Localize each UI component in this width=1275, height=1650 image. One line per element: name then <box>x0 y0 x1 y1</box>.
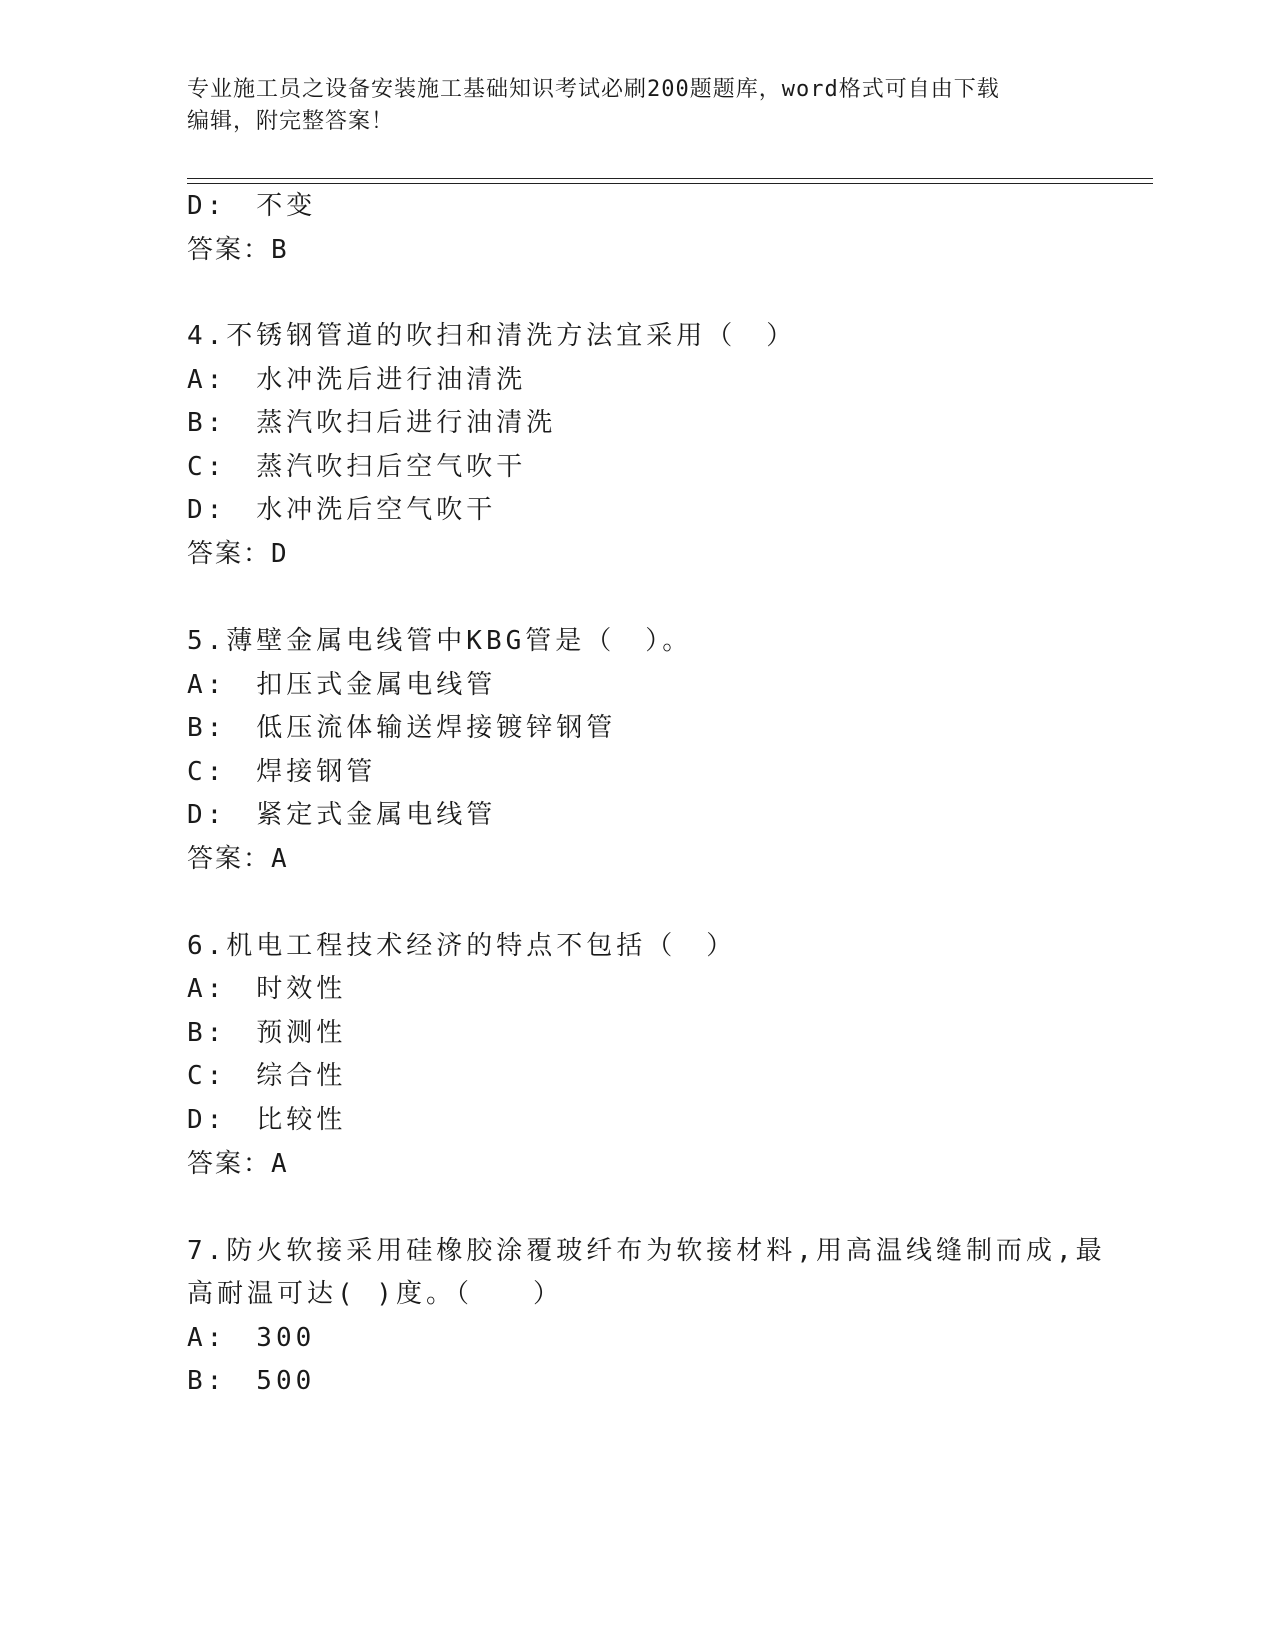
header-title-line-2: 编辑，附完整答案！ <box>187 109 395 134</box>
option-b: B: 低压流体输送焊接镀锌钢管 <box>187 713 617 743</box>
option-b: B: 预测性 <box>187 1018 347 1048</box>
question-stem: 4.不锈钢管道的吹扫和清洗方法宜采用（ ） <box>187 321 797 351</box>
answer-label: 答案： <box>187 1149 272 1179</box>
question-stem-line-2: 高耐温可达( )度。（ ） <box>187 1279 563 1309</box>
option-a: A: 扣压式金属电线管 <box>187 670 497 700</box>
answer-value: A <box>271 1149 289 1179</box>
option-d: D: 水冲洗后空气吹干 <box>187 495 497 525</box>
option-a: A: 时效性 <box>187 974 347 1004</box>
option-d: D: 不变 <box>187 191 317 221</box>
option-a: A: 300 <box>187 1323 316 1353</box>
answer-label: 答案： <box>187 844 272 874</box>
question-stem: 5.薄壁金属电线管中KBG管是（ ）。 <box>187 626 693 656</box>
answer-label: 答案： <box>187 235 272 265</box>
option-d: D: 紧定式金属电线管 <box>187 800 497 830</box>
answer-line <box>187 1148 289 1180</box>
question-stem-line-1: 7.防火软接采用硅橡胶涂覆玻纤布为软接材料,用高温线缝制而成,最 <box>187 1236 1106 1266</box>
answer-label: 答案： <box>187 539 272 569</box>
question-stem: 6.机电工程技术经济的特点不包括（ ） <box>187 931 737 961</box>
answer-line <box>187 234 289 266</box>
option-c: C: 焊接钢管 <box>187 757 377 787</box>
answer-value: D <box>271 539 289 569</box>
option-d: D: 比较性 <box>187 1105 347 1135</box>
answer-value: B <box>271 235 289 265</box>
header-divider-bottom <box>187 183 1153 184</box>
header-title-line-1: 专业施工员之设备安装施工基础知识考试必刷200题题库，word格式可自由下载 <box>187 77 1000 102</box>
option-c: C: 综合性 <box>187 1061 347 1091</box>
document-header <box>187 74 1067 138</box>
answer-line <box>187 538 289 570</box>
option-a: A: 水冲洗后进行油清洗 <box>187 365 527 395</box>
option-c: C: 蒸汽吹扫后空气吹干 <box>187 452 527 482</box>
header-divider-top <box>187 178 1153 179</box>
option-b: B: 500 <box>187 1366 316 1396</box>
option-b: B: 蒸汽吹扫后进行油清洗 <box>187 408 557 438</box>
answer-value: A <box>271 844 289 874</box>
answer-line <box>187 843 289 875</box>
